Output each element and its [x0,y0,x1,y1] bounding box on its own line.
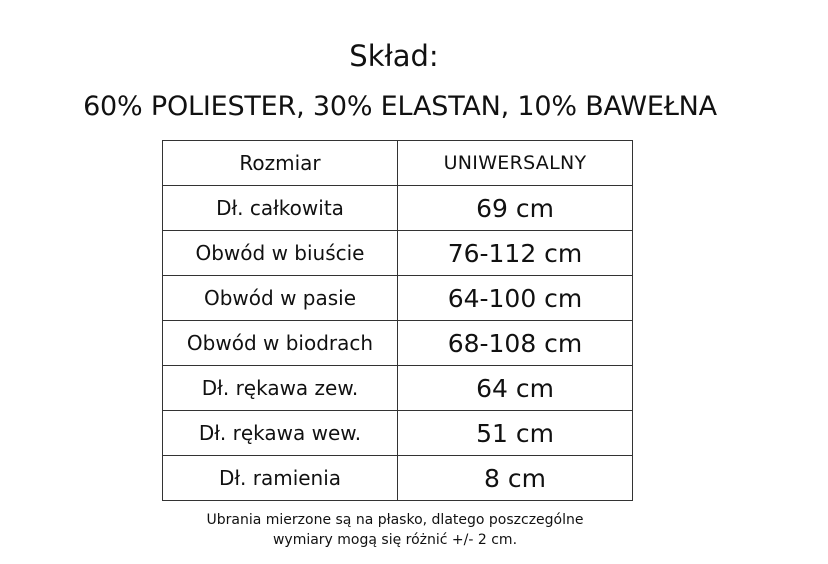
row-value: 68-108 cm [398,321,633,366]
row-value: 69 cm [398,186,633,231]
table-row [163,366,633,411]
row-value: 8 cm [398,456,633,501]
table-header-row [163,141,633,186]
row-label: Obwód w pasie [163,276,398,321]
table-row [163,411,633,456]
table-row [163,276,633,321]
measurement-note-line: wymiary mogą się różnić +/- 2 cm. [272,532,518,548]
row-label: Dł. całkowita [163,186,398,231]
row-value: 76-112 cm [398,231,633,276]
row-label: Obwód w biodrach [163,321,398,366]
row-value: 51 cm [398,411,633,456]
row-value: 64-100 cm [398,276,633,321]
table-row [163,456,633,501]
header-size-value: UNIWERSALNY [398,141,633,186]
header-size-label: Rozmiar [163,141,398,186]
size-table [162,140,633,501]
table-row [163,186,633,231]
composition-title: Skład: [349,39,439,73]
measurement-note-line: Ubrania mierzone są na płasko, dlatego poszczególne [206,512,584,528]
table-row [163,321,633,366]
row-value: 64 cm [398,366,633,411]
row-label: Dł. rękawa wew. [163,411,398,456]
fabric-composition: 60% POLIESTER, 30% ELASTAN, 10% BAWEŁNA [83,91,717,122]
row-label: Dł. ramienia [163,456,398,501]
row-label: Dł. rękawa zew. [163,366,398,411]
table-row [163,231,633,276]
row-label: Obwód w biuście [163,231,398,276]
measurement-note [0,510,790,550]
